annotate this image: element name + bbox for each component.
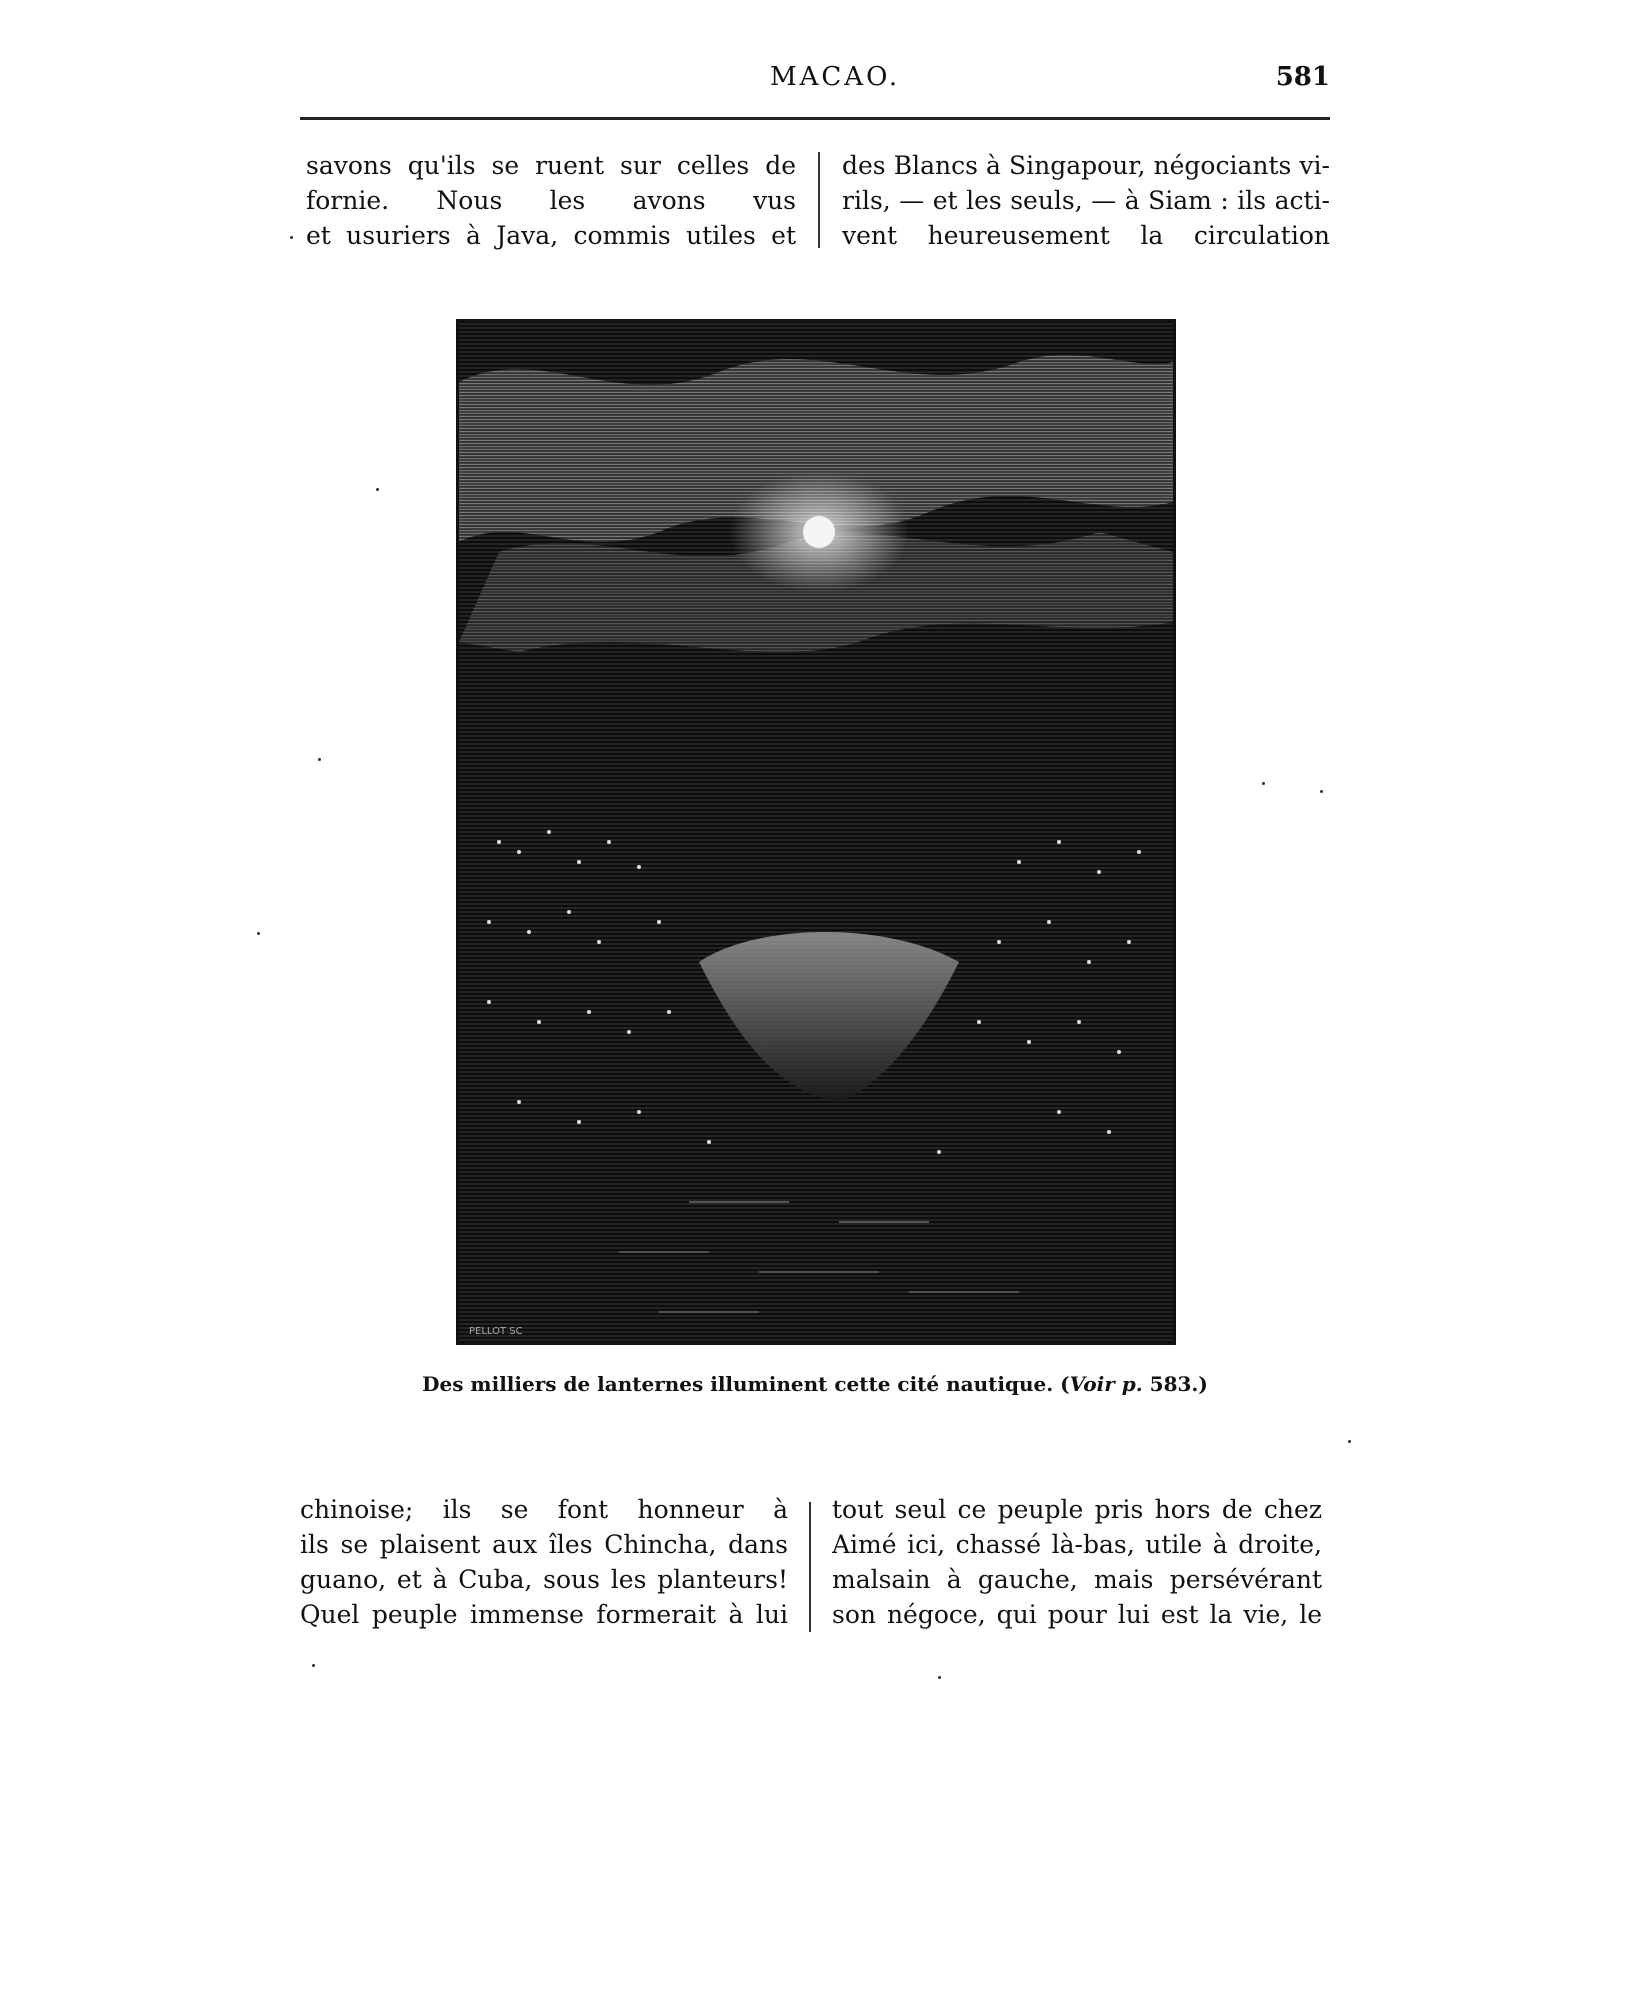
caption-text: Des milliers de lanternes illuminent cette cité nautique. (	[422, 1372, 1070, 1396]
moon	[803, 516, 835, 548]
figure-caption	[300, 1372, 1330, 1396]
text-line: Aimé ici, chassé là-bas, utile à droite,	[832, 1530, 1322, 1559]
scan-speck	[318, 758, 321, 761]
text-line: savons qu'ils se ruent sur celles de	[306, 151, 796, 180]
text-line: fornie. Nous les avons vus	[306, 186, 796, 215]
text-line: ils se plaisent aux îles Chincha, dans	[300, 1530, 788, 1559]
scan-speck	[257, 932, 260, 935]
text-line: malsain à gauche, mais persévérant	[832, 1565, 1322, 1594]
text-line: des Blancs à Singapour, négociants vi-	[842, 151, 1330, 180]
header-rule	[300, 117, 1330, 120]
scan-speck	[938, 1676, 941, 1679]
column-separator	[809, 1502, 811, 1632]
page-number: 581	[1275, 62, 1330, 92]
text-column-top-right	[842, 148, 1330, 253]
engraving-illustration	[456, 319, 1176, 1345]
scan-speck	[1262, 782, 1265, 785]
text-line: et usuriers à Java, commis utiles et	[306, 221, 796, 250]
scan-speck	[376, 488, 379, 491]
text-line: guano, et à Cuba, sous les planteurs!	[300, 1565, 788, 1594]
scan-speck	[1320, 790, 1323, 793]
text-line: son négoce, qui pour lui est la vie, le	[832, 1600, 1322, 1629]
text-line: vent heureusement la circulation	[842, 221, 1330, 250]
text-column-bottom-left	[300, 1492, 788, 1632]
caption-ref-page: 583.)	[1142, 1372, 1208, 1396]
text-column-top-left	[306, 148, 796, 253]
text-line: Quel peuple immense formerait à lui	[300, 1600, 788, 1629]
night-harbor-scene	[459, 322, 1173, 1342]
scan-speck	[312, 1664, 315, 1667]
text-line: rils, — et les seuls, — à Siam : ils acti-	[842, 186, 1330, 215]
text-line: tout seul ce peuple pris hors de chez	[832, 1495, 1322, 1524]
text-line: chinoise; ils se font honneur à	[300, 1495, 788, 1524]
caption-ref-italic: Voir p.	[1069, 1372, 1143, 1396]
text-column-bottom-right	[832, 1492, 1322, 1632]
engraver-signature: PELLOT SC	[469, 1326, 523, 1337]
scan-speck	[290, 236, 293, 239]
column-separator	[818, 152, 820, 248]
scan-speck	[1348, 1440, 1351, 1443]
running-header	[300, 62, 1330, 102]
running-title: MACAO.	[770, 62, 901, 92]
